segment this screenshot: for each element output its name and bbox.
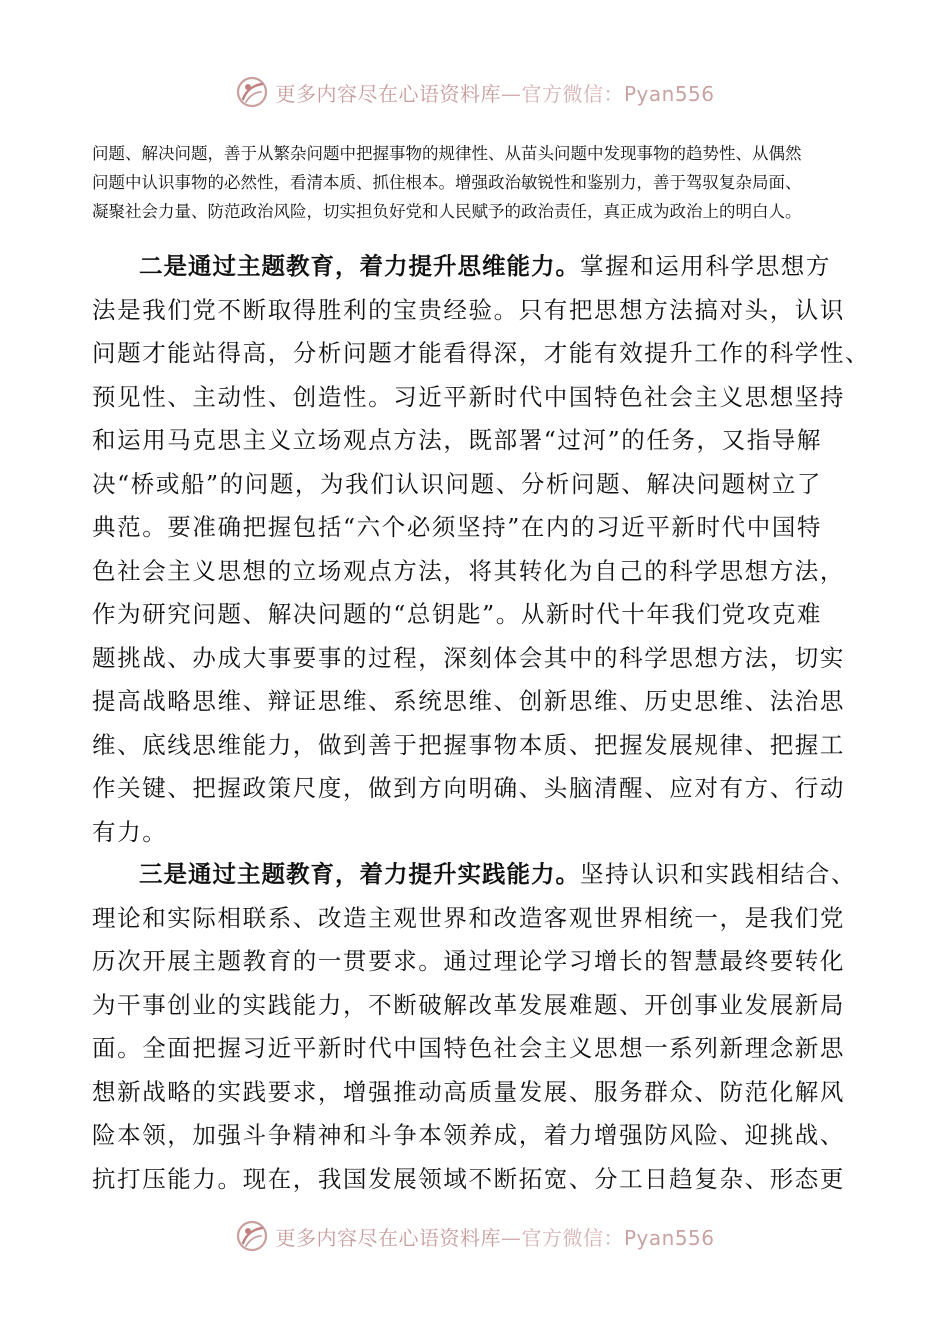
paragraph-line: 想新战略的实践要求，增强推动高质量发展、服务群众、防范化解风 xyxy=(92,1077,845,1106)
watermark-site-text: 更多内容尽在心语资料库 xyxy=(275,1225,501,1250)
paragraph-line: 典范。要准确把握包括“六个必须坚持”在内的习近平新时代中国特 xyxy=(92,513,823,541)
paragraph-line: 法是我们党不断取得胜利的宝贵经验。只有把思想方法搞对头，认识 xyxy=(92,295,845,324)
paragraph-line: 和运用马克思主义立场观点方法，既部署“过河”的任务，又指导解 xyxy=(92,426,823,454)
paragraph-line: 题挑战、办成大事要事的过程，深刻体会其中的科学思想方法，切实 xyxy=(92,643,845,672)
brand-logo-icon xyxy=(235,75,269,109)
paragraph-line: 决“桥或船”的问题，为我们认识问题、分析问题、解决问题树立了 xyxy=(92,469,823,498)
watermark-text xyxy=(275,78,714,107)
continuation-paragraph xyxy=(92,139,852,226)
paragraph-line: 作关键、把握政策尺度，做到方向明确、头脑清醒、应对有方、行动 xyxy=(92,774,845,802)
watermark-wechat-label: 官方微信： xyxy=(521,81,624,106)
paragraph-line: 提高战略思维、辩证思维、系统思维、创新思维、历史思维、法治思 xyxy=(92,687,845,715)
footer-watermark xyxy=(0,1214,950,1258)
paragraph-line: 问题中认识事物的必然性，看清本质、抓住根本。增强政治敏锐性和鉴别力，善于驾驭复杂局面、 xyxy=(92,173,802,192)
paragraph-line: 作为研究问题、解决问题的“总钥匙”。从新时代十年我们党攻克难 xyxy=(92,600,823,628)
paragraph-line: 预见性、主动性、创造性。习近平新时代中国特色社会主义思想坚持 xyxy=(92,382,845,411)
section-lead-heading: 三是通过主题教育，着力提升实践能力。 xyxy=(139,860,580,888)
watermark-dash: — xyxy=(500,1225,522,1250)
paragraph-line: 险本领，加强斗争精神和斗争本领养成，着力增强防风险、迎挑战、 xyxy=(92,1121,845,1149)
paragraph-line: 理论和实际相联系、改造主观世界和改造客观世界相统一，是我们党 xyxy=(92,903,845,932)
section-first-line-rest: 坚持认识和实践相结合、 xyxy=(580,860,857,888)
watermark-wechat-label: 官方微信： xyxy=(521,1225,624,1250)
section-first-line-rest: 掌握和运用科学思想方 xyxy=(580,252,831,280)
brand-logo-icon xyxy=(235,1219,269,1253)
paragraph-line: 凝聚社会力量、防范政治风险，切实担负好党和人民赋予的政治责任，真正成为政治上的明白人。 xyxy=(92,202,802,221)
paragraph-line: 有力。 xyxy=(92,817,168,846)
paragraph-line: 抗打压能力。现在，我国发展领域不断拓宽、分工日趋复杂、形态更 xyxy=(92,1164,845,1193)
paragraph-line: 历次开展主题教育的一贯要求。通过理论学习增长的智慧最终要转化 xyxy=(92,947,845,975)
watermark-text xyxy=(275,1222,714,1251)
paragraph-line: 面。全面把握习近平新时代中国特色社会主义思想一系列新理念新思 xyxy=(92,1034,845,1062)
paragraph-line: 维、底线思维能力，做到善于把握事物本质、把握发展规律、把握工 xyxy=(92,730,845,759)
watermark-wechat-id: Pyan556 xyxy=(623,1225,715,1250)
section-first-line xyxy=(92,853,862,897)
section-practice-ability xyxy=(92,853,862,1201)
header-watermark xyxy=(0,70,950,114)
paragraph-line: 问题才能站得高，分析问题才能看得深，才能有效提升工作的科学性、 xyxy=(92,339,871,367)
paragraph-line: 问题、解决问题，善于从繁杂问题中把握事物的规律性、从苗头问题中发现事物的趋势性、从偶然 xyxy=(92,144,802,163)
watermark-dash: — xyxy=(500,81,522,106)
paragraph-line: 色社会主义思想的立场观点方法，将其转化为自己的科学思想方法， xyxy=(92,556,845,585)
watermark-site-text: 更多内容尽在心语资料库 xyxy=(275,81,501,106)
section-thinking-ability xyxy=(92,245,871,854)
section-lead-heading: 二是通过主题教育，着力提升思维能力。 xyxy=(139,252,580,280)
paragraph-line: 为干事创业的实践能力，不断破解改革发展难题、开创事业发展新局 xyxy=(92,990,845,1019)
section-first-line xyxy=(92,245,862,289)
watermark-wechat-id: Pyan556 xyxy=(623,81,715,106)
